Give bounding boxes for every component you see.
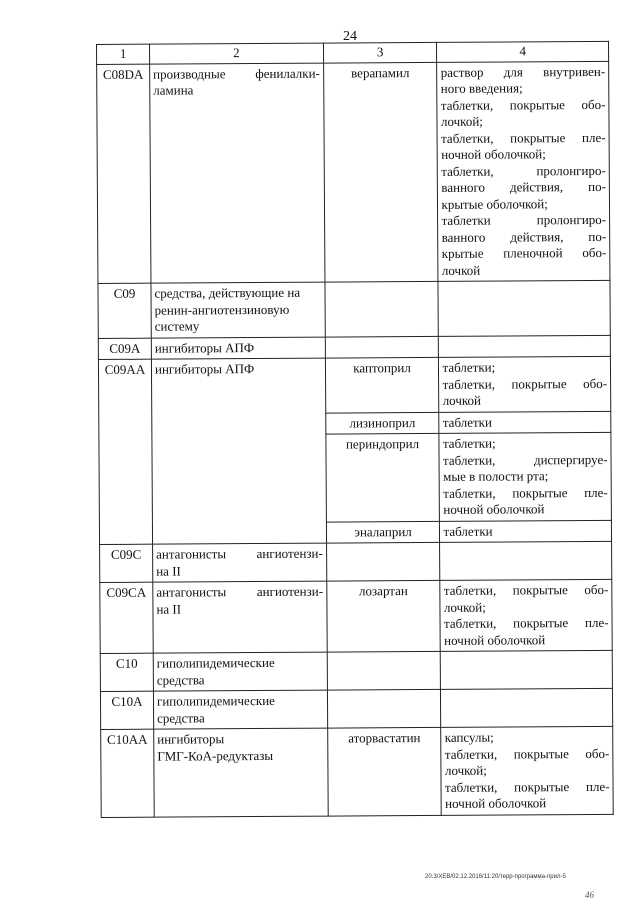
atc-code: C09C bbox=[100, 544, 153, 582]
column-header-2: 2 bbox=[149, 43, 323, 64]
dosage-form bbox=[440, 541, 612, 580]
page-number: 24 bbox=[343, 29, 357, 44]
dosage-form: таблетки bbox=[440, 520, 612, 543]
drug-name: верапамил bbox=[323, 62, 438, 282]
drug-classification-table bbox=[96, 41, 614, 818]
group-name: ингибиторы АПФ bbox=[151, 337, 325, 360]
drug-name bbox=[326, 542, 440, 581]
table-row bbox=[98, 280, 610, 338]
table-row bbox=[97, 61, 610, 284]
drug-name: аторвастатин bbox=[327, 727, 441, 815]
group-name: антагонисты ангиотензи- на II bbox=[153, 543, 327, 582]
dosage-form: таблетки bbox=[439, 411, 611, 434]
atc-code: C08DA bbox=[97, 64, 151, 284]
dosage-form bbox=[439, 335, 611, 358]
drug-name bbox=[327, 651, 441, 690]
dosage-form: раствор для внутривен- ного введения; таблетки, покрытые обо- лочкой; таблетки, покрытые пле- ночной оболочкой; таблетки, пролонгиро- ванного действия, по- крытые оболочкой; таблетки пролонгиро- ванного действия, по- крытые пленочной обо- лочкой bbox=[437, 61, 610, 282]
atc-code: C09AA bbox=[98, 359, 152, 544]
dosage-form bbox=[438, 280, 610, 336]
drug-name: эналаприл bbox=[326, 521, 440, 543]
group-name: средства, действующие на ренин-ангиотензиновую систему bbox=[151, 282, 325, 338]
group-name: ингибиторы АПФ bbox=[151, 358, 326, 544]
atc-code: C09A bbox=[98, 338, 151, 360]
column-header-4: 4 bbox=[437, 41, 609, 62]
atc-code: C09CA bbox=[100, 582, 153, 653]
table-row bbox=[98, 356, 610, 414]
atc-code: C09 bbox=[98, 283, 151, 338]
atc-code: C10AA bbox=[101, 729, 155, 817]
drug-name: лозартан bbox=[326, 580, 440, 652]
table-row bbox=[101, 726, 614, 817]
table-row bbox=[100, 650, 612, 691]
group-name: ингибиторы ГМГ-КоА-редуктазы bbox=[154, 728, 328, 817]
table-row bbox=[100, 579, 612, 653]
column-header-1: 1 bbox=[97, 44, 150, 64]
drug-name bbox=[325, 281, 439, 336]
dosage-form bbox=[441, 688, 613, 727]
drug-name: каптоприл bbox=[325, 357, 439, 412]
table-row bbox=[100, 688, 612, 729]
dosage-form: таблетки; таблетки, диспергируе- мые в полости рта; таблетки, покрытые пле- ночной оболочкой bbox=[439, 432, 611, 521]
atc-code: C10 bbox=[100, 653, 153, 691]
column-header-3: 3 bbox=[323, 42, 437, 62]
group-name: производные фенилалки- ламина bbox=[150, 63, 325, 284]
drug-name: лизиноприл bbox=[325, 412, 439, 434]
dosage-form: капсулы; таблетки, покрытые обо- лочкой; таблетки, покрытые пле- ночной оболочкой bbox=[441, 726, 613, 815]
table-row bbox=[100, 541, 612, 582]
group-name: гиполипидемические средства bbox=[153, 652, 327, 691]
footer-stamp: 20.3/ХЕВ/02.12.2016/11:20/терр-программа-прил-5 bbox=[425, 874, 566, 880]
drug-name: периндоприл bbox=[326, 433, 440, 521]
group-name: гиполипидемические средства bbox=[153, 690, 327, 729]
dosage-form bbox=[441, 650, 613, 689]
group-name: антагонисты ангиотензи- на II bbox=[153, 581, 327, 653]
atc-code: C10A bbox=[100, 691, 153, 729]
drug-name bbox=[325, 336, 439, 358]
dosage-form: таблетки; таблетки, покрытые обо- лочкой bbox=[439, 356, 611, 412]
table-row bbox=[98, 335, 610, 360]
footer-page-mark: 46 bbox=[585, 890, 594, 900]
dosage-form: таблетки, покрытые обо- лочкой; таблетки, покрытые пле- ночной оболочкой bbox=[440, 579, 612, 651]
drug-name bbox=[327, 689, 441, 728]
